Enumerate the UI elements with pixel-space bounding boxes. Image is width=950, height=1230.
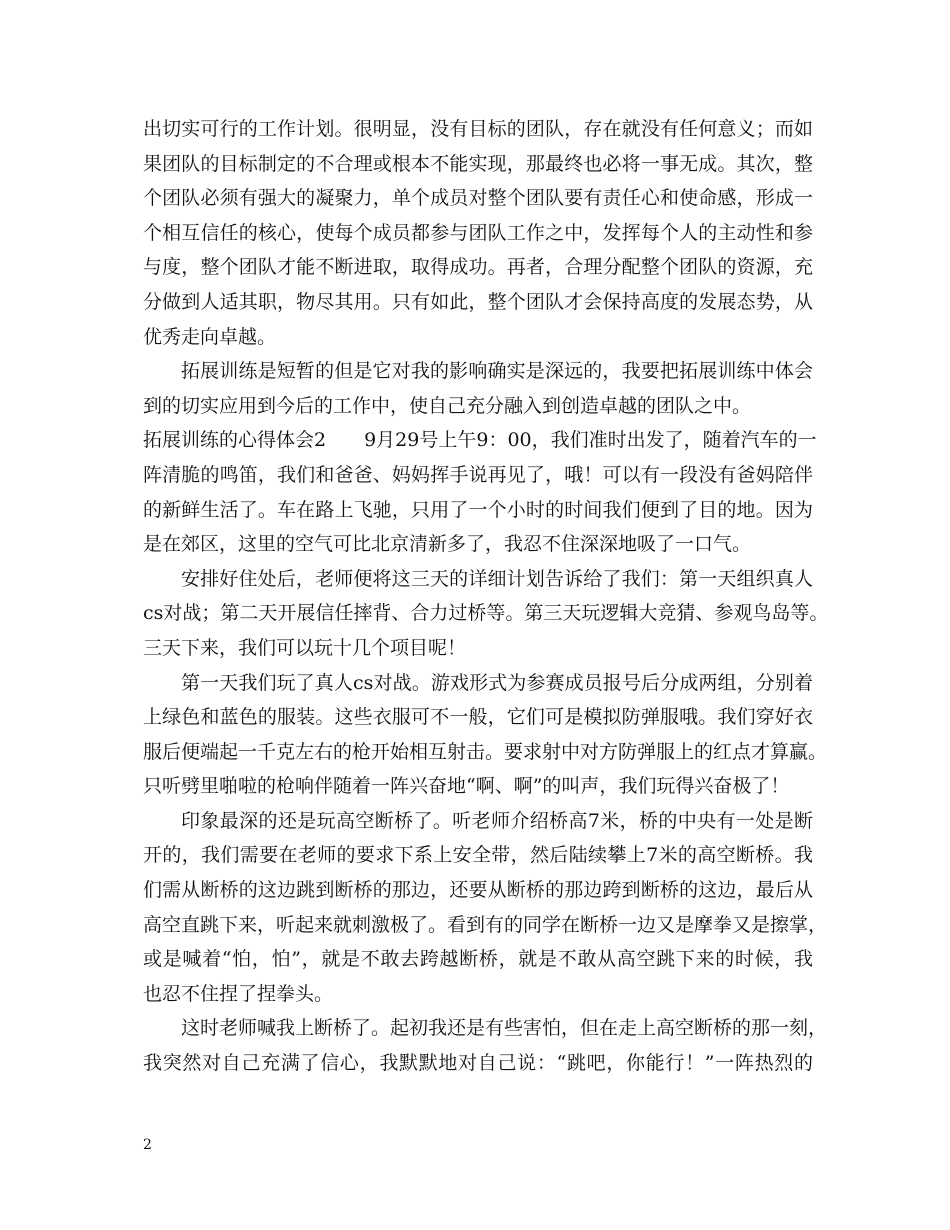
text-line: 是在郊区，这里的空气可比北京清新多了，我忍不住深深地吸了一口气。 (143, 533, 752, 556)
text-line: 果团队的目标制定的不合理或根本不能实现，那最终也必将一事无成。其次，整 (143, 152, 813, 175)
text-line: 这时老师喊我上断桥了。起初我还是有些害怕，但在走上高空断桥的那一刻， (181, 1017, 828, 1040)
text-line: 个团队必须有强大的凝聚力，单个成员对整个团队要有责任心和使命感，形成一 (143, 187, 813, 210)
text-line: 与度，整个团队才能不断进取，取得成功。再者，合理分配整个团队的资源，充 (143, 256, 813, 279)
text-line: 服后便端起一千克左右的枪开始相互射击。要求射中对方防弹服上的红点才算赢。 (143, 740, 828, 763)
text-line: 只听劈里啪啦的枪响伴随着一阵兴奋地“啊、啊”的叫声，我们玩得兴奋极了！ (143, 775, 790, 798)
text-line: 分做到人适其职，物尽其用。只有如此，整个团队才会保持高度的发展态势，从 (143, 290, 813, 313)
text-line: 安排好住处后，老师便将这三天的详细计划告诉给了我们：第一天组织真人 (181, 567, 813, 590)
text-line: 三天下来，我们可以玩十几个项目呢！ (143, 636, 467, 659)
text-line: 拓展训练的心得体会2 9月29号上午9：00，我们准时出发了，随着汽车的一 (143, 429, 817, 452)
text-line: 印象最深的还是玩高空断桥了。听老师介绍桥高7米，桥的中央有一处是断 (181, 809, 813, 832)
text-line: 个相互信任的核心，使每个成员都参与团队工作之中，发挥每个人的主动性和参 (143, 221, 813, 244)
text-line: cs对战；第二天开展信任摔背、合力过桥等。第三天玩逻辑大竞猜、参观鸟岛等。 (143, 602, 829, 625)
text-line: 或是喊着“怕，怕”，就是不敢去跨越断桥，就是不敢从高空跳下来的时候，我 (143, 948, 813, 971)
text-line: 也忍不住捏了捏拳头。 (143, 982, 334, 1005)
document-body (143, 112, 829, 1081)
text-line: 到的切实应用到今后的工作中，使自己充分融入到创造卓越的团队之中。 (143, 394, 752, 417)
text-line: 我突然对自己充满了信心，我默默地对自己说：“跳吧，你能行！”一阵热烈的 (143, 1052, 813, 1075)
text-line: 们需从断桥的这边跳到断桥的那边，还要从断桥的那边跨到断桥的这边，最后从 (143, 879, 813, 902)
text-line: 高空直跳下来，听起来就刺激极了。看到有的同学在断桥一边又是摩拳又是擦掌， (143, 913, 828, 936)
page-number: 2 (143, 1137, 152, 1153)
text-line: 拓展训练是短暂的但是它对我的影响确实是深远的，我要把拓展训练中体会 (181, 360, 813, 383)
text-line: 出切实可行的工作计划。很明显，没有目标的团队，存在就没有任何意义；而如 (143, 118, 813, 140)
text-line: 第一天我们玩了真人cs对战。游戏形式为参赛成员报号后分成两组，分别着 (181, 671, 813, 694)
text-line: 的新鲜生活了。车在路上飞驰，只用了一个小时的时间我们便到了目的地。因为 (143, 498, 813, 521)
text-line: 阵清脆的鸣笛，我们和爸爸、妈妈挥手说再见了，哦！可以有一段没有爸妈陪伴 (143, 463, 813, 486)
text-line: 开的，我们需要在老师的要求下系上安全带，然后陆续攀上7米的高空断桥。我 (143, 844, 813, 867)
text-line: 上绿色和蓝色的服装。这些衣服可不一般，它们可是模拟防弹服哦。我们穿好衣 (143, 706, 813, 729)
text-line: 优秀走向卓越。 (143, 325, 277, 348)
